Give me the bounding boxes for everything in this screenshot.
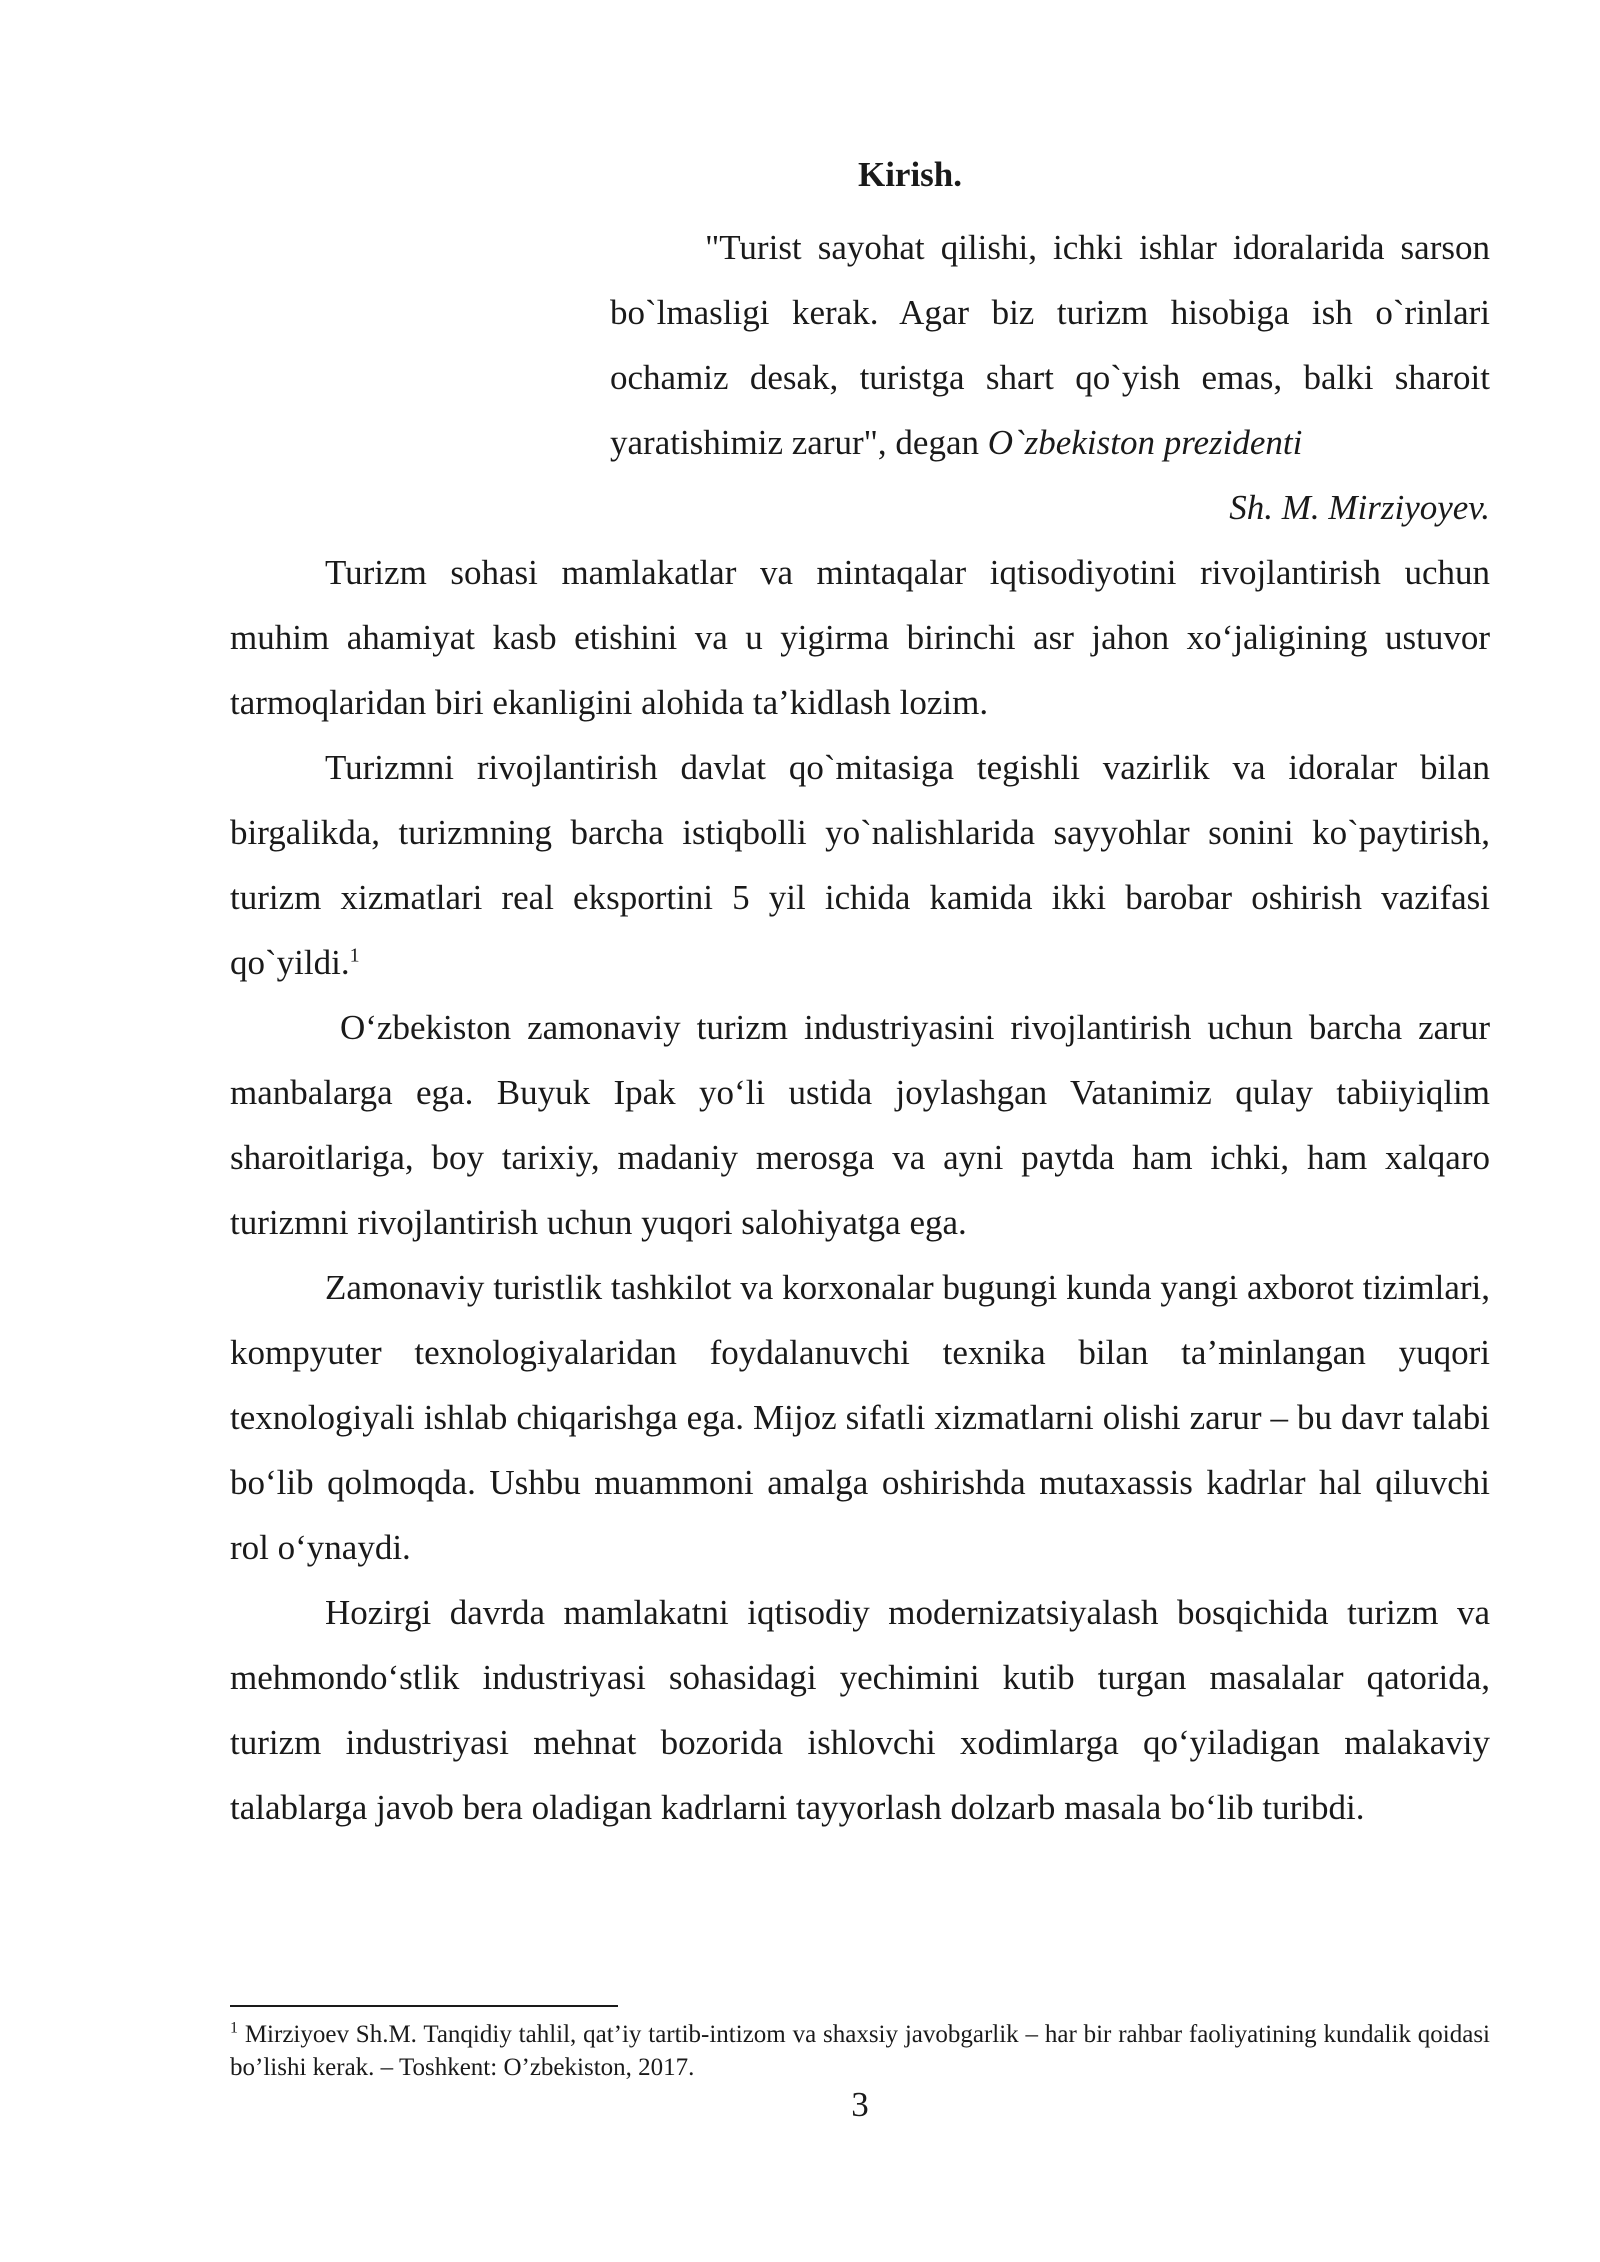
footnote-text: Mirziyoev Sh.M. Tanqidiy tahlil, qat’iy tartib-intizom va shaxsiy javobgarlik – har bir rahbar faoliyatining kundalik qoidasi bo’lishi kerak. – Toshkent: O’zbekiston, 2017. (230, 2021, 1490, 2081)
footnote (230, 2018, 1490, 2084)
epigraph-quote (610, 215, 1490, 475)
footnote-marker: 1 (230, 2019, 238, 2037)
epigraph-author-title: O`zbekiston prezidenti (987, 423, 1303, 462)
footnote-separator (230, 2005, 618, 2007)
paragraph-3: O‘zbekiston zamonaviy turizm industriyasini rivojlantirish uchun barcha zarur manbalarga ega. Buyuk Ipak yo‘li ustida joylashgan Vatanimiz qulay tabiiyiqlim sharoitlariga, boy tarixiy, madaniy merosga va ayni paytda ham ichki, ham xalqaro turizmni rivojlantirish uchun yuqori salohiyatga ega. (230, 1008, 1490, 1242)
paragraph-2 (230, 735, 1490, 995)
epigraph-text: "Turist sayohat qilishi, ichki ishlar idoralarida sarson bo`lmasligi kerak. Agar biz turizm hisobiga ish o`rinlari ochamiz desak, turistga shart qo`yish emas, balki sharoit yaratishimiz zarur", degan (610, 228, 1490, 462)
document-page (230, 150, 1490, 1840)
paragraph-2-text: Turizmni rivojlantirish davlat qo`mitasiga tegishli vazirlik va idoralar bilan birgalikda, turizmning barcha istiqbolli yo`nalishlarida sayyohlar sonini ko`paytirish, turizm xizmatlari real eksportini 5 yil ichida kamida ikki barobar oshirish vazifasi qo`yildi. (230, 748, 1490, 982)
epigraph-author-name: Sh. M. Mirziyoyev. (1229, 488, 1490, 527)
paragraph-1: Turizm sohasi mamlakatlar va mintaqalar iqtisodiyotini rivojlantirish uchun muhim ahamiyat kasb etishini va u yigirma birinchi asr jahon xo‘jaligining ustuvor tarmoqlaridan biri ekanligini alohida ta’kidlash lozim. (230, 553, 1490, 722)
page-number: 3 (851, 2085, 869, 2124)
footnote-reference[interactable]: 1 (349, 944, 360, 967)
paragraph-4: Zamonaviy turistlik tashkilot va korxonalar bugungi kunda yangi axborot tizimlari, kompyuter texnologiyalaridan foydalanuvchi texnika bilan ta’minlangan yuqori texnologiyali ishlab chiqarishga ega. Mijoz sifatli xizmatlarni olishi zarur – bu davr talabi bo‘lib qolmoqda. Ushbu muammoni amalga oshirishda mutaxassis kadrlar hal qiluvchi rol o‘ynaydi. (230, 1268, 1490, 1567)
paragraph-5: Hozirgi davrda mamlakatni iqtisodiy modernizatsiyalash bosqichida turizm va mehmondo‘stlik industriyasi sohasidagi yechimini kutib turgan masalalar qatorida, turizm industriyasi mehnat bozorida ishlovchi xodimlarga qo‘yiladigan malakaviy talablarga javob bera oladigan kadrlarni tayyorlash dolzarb masala bo‘lib turibdi. (230, 1593, 1490, 1827)
section-title: Kirish. (857, 155, 963, 194)
